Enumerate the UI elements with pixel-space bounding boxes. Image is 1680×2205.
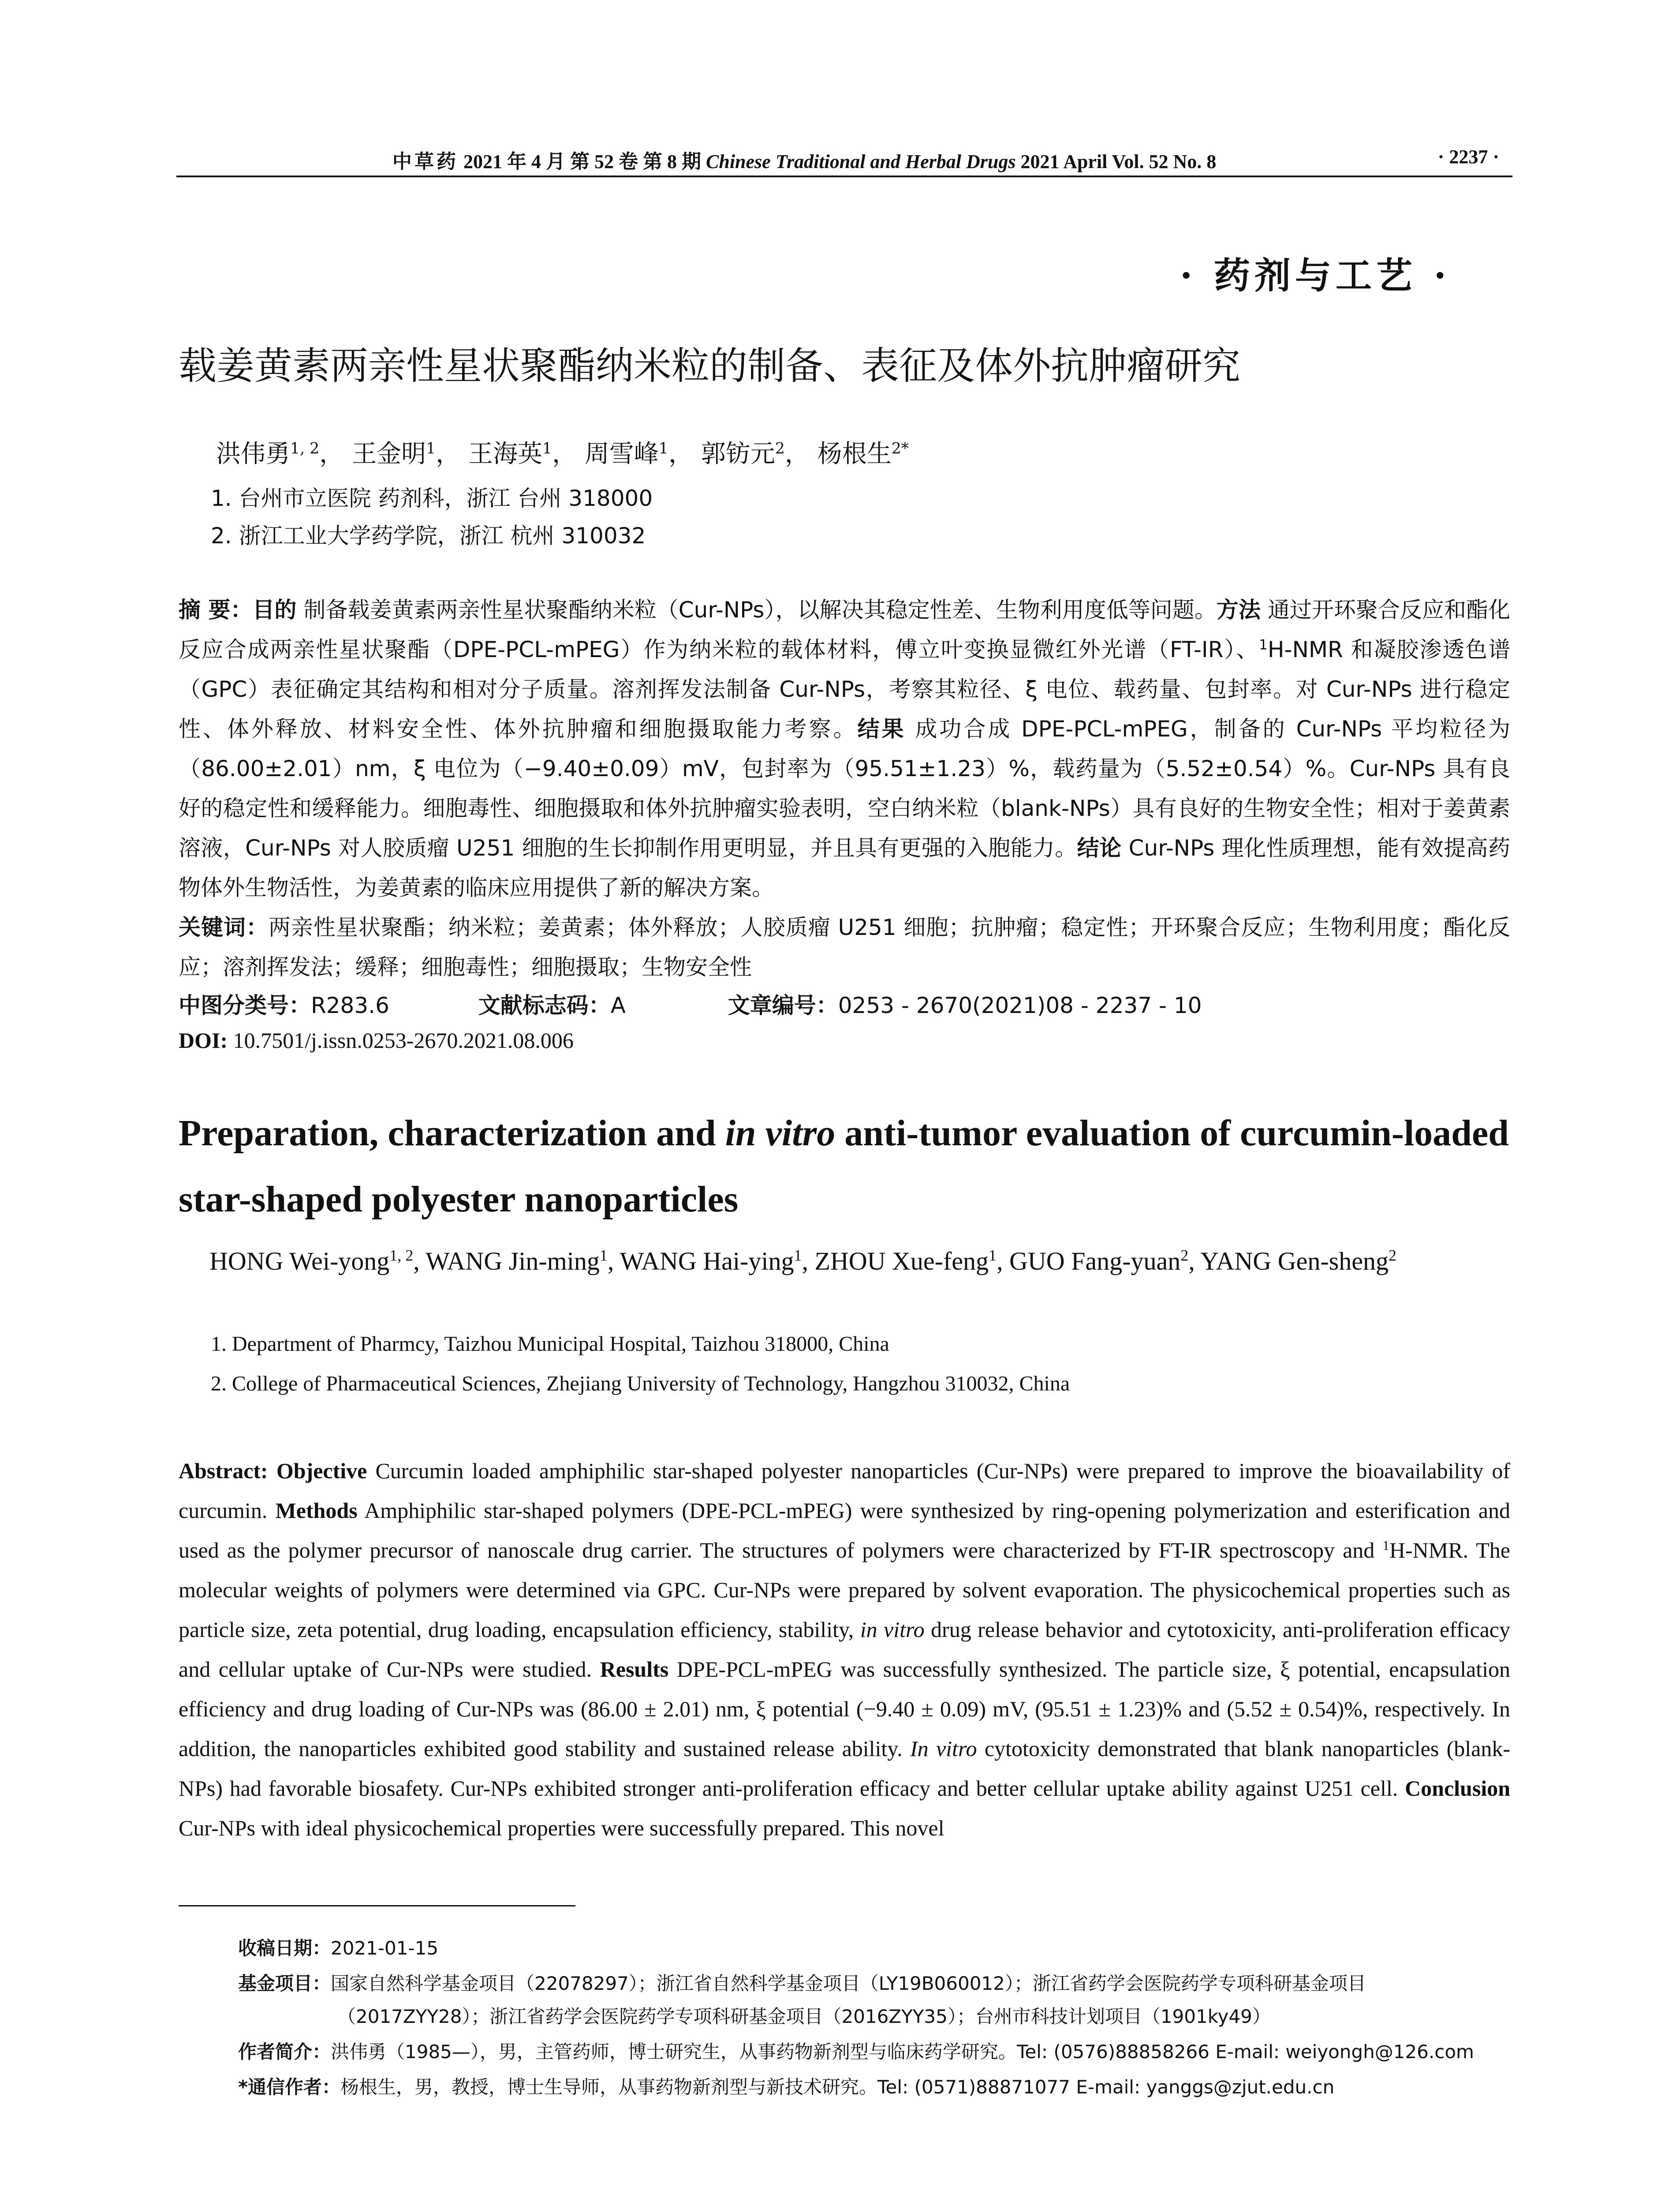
en-methods: Amphiphilic star-shaped polymers (DPE-PCL-mPEG) were synthesized by ring-opening polymerization and esterification and used as the polymer precursor of nanoscale drug carrier. The structures of polymers were characterized by FT-IR spectroscopy and	[179, 1498, 1511, 1562]
cn-keywords: 两亲性星状聚酯；纳米粒；姜黄素；体外释放；人胶质瘤 U251 细胞；抗肿瘤；稳定性；开环聚合反应；生物利用度；酯化反应；溶剂挥发法；缓释；细胞毒性；细胞摄取；生物安全性	[179, 915, 1510, 980]
en-title: Preparation, characterization and in vitro anti-tumor evaluation of curcumin-loaded star-shaped polyester nanoparticles	[179, 1113, 1509, 1220]
page-number: · 2237 ·	[1437, 146, 1499, 168]
clc-code: R283.6	[311, 993, 389, 1018]
en-results-label: Results	[600, 1657, 669, 1682]
journal-name-cn: 中草药	[392, 150, 459, 173]
cn-keywords-label: 关键词：	[179, 915, 269, 940]
cn-conclusion: Cur-NPs 理化性质理想，能有效提高药物体外生物活性，为姜黄素的临床应用提供了新的解决方案。	[179, 835, 1511, 901]
doc-code: A	[610, 993, 626, 1018]
cn-author: 周雪峰$^1$，	[584, 440, 693, 468]
en-objective: Curcumin loaded amphiphilic star-shaped polyester nanoparticles (Cur-NPs) were prepared to improve the bioavailability of curcumin.	[179, 1458, 1511, 1523]
en-results: DPE-PCL-mPEG was successfully synthesized. The particle size, ξ potential, encapsulation efficiency and drug loading of Cur-NPs was (86.00 ± 2.01) nm, ξ potential (−9.40 ± 0.09) mV, (95.51 ± 1.23)% and (5.52 ± 0.54)%, respectively. In addition, the nanoparticles exhibited good stability and sustained release ability.	[179, 1657, 1511, 1761]
corresponding-author: *通信作者：杨根生，男，教授，博士生导师，从事药物新剂型与新技术研究。Tel: (0571)88871077 E-mail: yanggs@zjut.edu.cn	[238, 2076, 1335, 2098]
cn-abstract: 摘 要：目的 制备载姜黄素两亲性星状聚酯纳米粒（Cur-NPs），以解决其稳定性差、生物利用度低等问题。方法 通过开环聚合反应和酯化反应合成两亲性星状聚酯（DPE-PCL-mPEG）作为纳米粒的载体材料，傅立叶变换显微红外光谱（FT-IR）、$^1$H-NMR 和凝胶渗透色谱（GPC）表征确定其结构和相对分子质量。溶剂挥发法制备 Cur-NPs，考察其粒径、ξ 电位、载药量、包封率。对 Cur-NPs 进行稳定性、体外释放、材料安全性、体外抗肿瘤和细胞摄取能力考察。结果 成功合成 DPE-PCL-mPEG，制备的 Cur-NPs 平均粒径为（86.00±2.01）nm，ξ 电位为（−9.40±0.09）mV，包封率为（95.51±1.23）%，载药量为（5.52±0.54）%。Cur-NPs 具有良好的稳定性和缓释能力。细胞毒性、细胞摄取和体外抗肿瘤实验表明，空白纳米粒（blank-NPs）具有良好的生物安全性；相对于姜黄素溶液，Cur-NPs 对人胶质瘤 U251 细胞的生长抑制作用更明显，并且具有更强的入胞能力。结论 Cur-NPs 理化性质理想，能有效提高药物体外生物活性，为姜黄素的临床应用提供了新的解决方案。 关键词：两亲性星状聚酯；纳米粒；姜黄素；体外释放；人胶质瘤 U251 细胞；抗肿瘤；稳定性；开环聚合反应；生物利用度；酯化反应；溶剂挥发法；缓释；细胞毒性；细胞摄取；生物安全性	[179, 597, 1511, 980]
cn-title: 载姜黄素两亲性星状聚酯纳米粒的制备、表征及体外抗肿瘤研究	[179, 344, 1240, 388]
cn-author: 洪伟勇$^{1, 2}$，	[216, 440, 344, 468]
issue-en: 2021 April Vol. 52 No. 8	[1020, 151, 1217, 172]
cn-affiliation: 2. 浙江工业大学药学院，浙江 杭州 310032	[211, 523, 646, 549]
cn-author: 王金明$^1$，	[352, 440, 461, 468]
journal-name-en: Chinese Traditional and Herbal Drugs	[706, 151, 1016, 172]
section-tag: · 药剂与工艺 ·	[1180, 254, 1451, 297]
en-author: ZHOU Xue-feng$^1$,	[814, 1246, 1010, 1275]
running-header	[176, 140, 1508, 180]
cn-objective: 制备载姜黄素两亲性星状聚酯纳米粒（Cur-NPs），以解决其稳定性差、生物利用度低等问题。	[303, 597, 1217, 623]
cn-methods-cont: H-NMR 和凝胶渗透色谱（GPC）表征确定其结构和相对分子质量。溶剂挥发法制备 Cur-NPs，考察其粒径、ξ 电位、载药量、包封率。对 Cur-NPs 进行稳定性、体外释放、材料安全性、体外抗肿瘤和细胞摄取能力考察。	[179, 637, 1510, 742]
en-author-list	[209, 1241, 1515, 1281]
en-author: YANG Gen-sheng$^2$	[1200, 1246, 1396, 1275]
fund-info: 基金项目：国家自然科学基金项目（22078297）；浙江省自然科学基金项目（LY19B060012）；浙江省药学会医院药学专项科研基金项目	[238, 1973, 1366, 1994]
en-methods-label: Methods	[275, 1498, 358, 1523]
en-conclusion-label: Conclusion	[1405, 1776, 1510, 1801]
cn-author: 王海英$^1$，	[468, 440, 577, 468]
doi-line: DOI: 10.7501/j.issn.0253-2670.2021.08.006	[179, 1028, 574, 1053]
cn-affiliation: 1. 台州市立医院 药剂科，浙江 台州 318000	[211, 486, 653, 511]
fund-info-cont: （2017ZYY28）；浙江省药学会医院药学专项科研基金项目（2016ZYY35）；台州市科技计划项目（1901ky49）	[337, 2006, 1271, 2027]
cn-author: 杨根生$^{2*}$	[817, 440, 909, 468]
cn-author: 郭钫元$^2$，	[701, 440, 810, 468]
en-author: HONG Wei-yong$^{1, 2}$,	[209, 1246, 426, 1275]
cn-conclusion-label: 结论	[1077, 835, 1122, 861]
en-author: GUO Fang-yuan$^2$,	[1009, 1246, 1201, 1275]
cn-methods-label: 方法	[1216, 597, 1261, 623]
en-affiliation: 1. Department of Pharmcy, Taizhou Municipal Hospital, Taizhou 318000, China	[211, 1332, 889, 1356]
cn-results: 成功合成 DPE-PCL-mPEG，制备的 Cur-NPs 平均粒径为（86.00±2.01）nm，ξ 电位为（−9.40±0.09）mV，包封率为（95.51±1.23）%，载药量为（5.52±0.54）%。Cur-NPs 具有良好的稳定性和缓释能力。细胞毒性、细胞摄取和体外抗肿瘤实验表明，空白纳米粒（blank-NPs）具有良好的生物安全性；相对于姜黄素溶液，Cur-NPs 对人胶质瘤 U251 细胞的生长抑制作用更明显，并且具有更强的入胞能力。	[179, 716, 1510, 861]
doi-value: 10.7501/j.issn.0253-2670.2021.08.006	[233, 1028, 574, 1053]
en-abstract: Abstract: Objective Curcumin loaded amphiphilic star-shaped polyester nanoparticles (Cur-NPs) were prepared to improve the bioavailability of curcumin. Methods Amphiphilic star-shaped polymers (DPE-PCL-mPEG) were synthesized by ring-opening polymerization and esterification and used as the polymer precursor of nanoscale drug carrier. The structures of polymers were characterized by FT-IR spectroscopy and $^1$H-NMR. The molecular weights of polymers were determined via GPC. Cur-NPs were prepared by solvent evaporation. The physicochemical properties such as particle size, zeta potential, drug loading, encapsulation efficiency, stability, in vitro drug release behavior and cytotoxicity, anti-proliferation efficacy and cellular uptake of Cur-NPs were studied. Results DPE-PCL-mPEG was successfully synthesized. The particle size, ξ potential, encapsulation efficiency and drug loading of Cur-NPs was (86.00 ± 2.01) nm, ξ potential (−9.40 ± 0.09) mV, (95.51 ± 1.23)% and (5.52 ± 0.54)%, respectively. In addition, the nanoparticles exhibited good stability and sustained release ability. In vitro cytotoxicity demonstrated that blank nanoparticles (blank-NPs) had favorable biosafety. Cur-NPs exhibited stronger anti-proliferation efficacy and better cellular uptake ability against U251 cell. Conclusion Cur-NPs with ideal physicochemical properties were successfully prepared. This novel	[179, 1458, 1511, 1840]
cn-objective-label: 目的	[252, 597, 297, 623]
received-date: 收稿日期：2021-01-15	[238, 1937, 439, 1959]
header-rule	[176, 176, 1512, 177]
en-conclusion: Cur-NPs with ideal physicochemical properties were successfully prepared. This novel	[179, 1816, 945, 1840]
en-author: WANG Hai-ying$^1$,	[620, 1246, 815, 1275]
cn-methods: 通过开环聚合反应和酯化反应合成两亲性星状聚酯（DPE-PCL-mPEG）作为纳米粒的载体材料，傅立叶变换显微红外光谱（FT-IR）、	[179, 597, 1511, 662]
en-affiliation: 2. College of Pharmaceutical Sciences, Zhejiang University of Technology, Hangzhou 310032, China	[211, 1372, 1070, 1395]
en-author: WANG Jin-ming$^1$,	[426, 1246, 620, 1275]
cn-results-label: 结果	[857, 716, 906, 742]
en-abstract-label: Abstract:	[179, 1458, 268, 1483]
classification-line: 中图分类号：R283.6 文献标志码：A 文章编号：0253 - 2670(2021)08 - 2237 - 10	[179, 993, 1202, 1018]
en-objective-label: Objective	[276, 1458, 367, 1483]
issue-cn: 2021 年 4 月 第 52 卷 第 8 期	[463, 151, 701, 172]
cn-author-list	[216, 434, 909, 470]
journal-info	[392, 146, 1216, 174]
author-bio: 作者简介：洪伟勇（1985—），男，主管药师，博士研究生，从事药物新剂型与临床药学研究。Tel: (0576)88858266 E-mail: weiyongh@126.com	[238, 2041, 1474, 2063]
cn-abstract-label: 摘 要：	[179, 597, 253, 623]
footnote-rule	[179, 1905, 575, 1906]
article-number: 0253 - 2670(2021)08 - 2237 - 10	[838, 993, 1202, 1018]
